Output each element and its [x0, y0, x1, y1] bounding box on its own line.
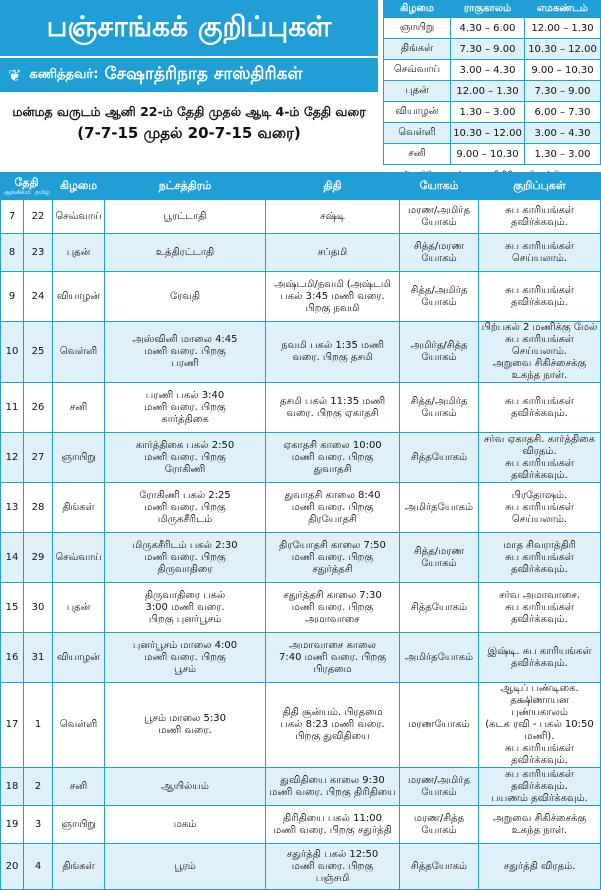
- cell-nakshatra: மகம்: [105, 806, 266, 844]
- cell-date-english: 12: [1, 433, 24, 483]
- emakandam-time: 9.00 – 10.30: [525, 60, 601, 81]
- rahukalam-time: 3.00 – 4.30: [451, 60, 525, 81]
- rahukalam-day: வியாழன்: [384, 102, 451, 123]
- rahukalam-body: [384, 18, 601, 165]
- rahukalam-day: சனி: [384, 144, 451, 165]
- rahukalam-header-rahu: ராகுகாலம்: [451, 1, 525, 18]
- cell-tithi: ஏகாதசி காலை 10:00 மணி வரை. பிறகு துவாதசி: [266, 433, 400, 483]
- cell-date-english: 11: [1, 383, 24, 433]
- table-row: [1, 322, 601, 383]
- cell-weekday: திங்கள்: [53, 483, 105, 533]
- cell-yogam: சித்த/அமிர்த யோகம்: [400, 272, 479, 322]
- rahukalam-row: [384, 81, 601, 102]
- cell-tithi: திரயோதசி காலை 7:50 மணி வரை. பிறகு சதுர்த்தசி: [266, 533, 400, 583]
- cell-notes: சுப காரியங்கள் செய்யலாம்.: [479, 234, 601, 272]
- cell-notes: சதுர்த்தி விரதம்.: [479, 844, 601, 890]
- header-date-label: தேதி: [14, 175, 39, 189]
- cell-notes: சுப காரியங்கள் தவிர்க்கவும்.: [479, 272, 601, 322]
- cell-weekday: திங்கள்: [53, 844, 105, 890]
- header-date-subs: [1, 189, 52, 197]
- emakandam-time: 7.30 – 9.00: [525, 81, 601, 102]
- cell-weekday: சனி: [53, 768, 105, 806]
- table-row: [1, 272, 601, 322]
- cell-tithi: அமாவாசை காலை 7:40 மணி வரை. பிறகு பிரதமை: [266, 633, 400, 683]
- cell-weekday: புதன்: [53, 583, 105, 633]
- cell-weekday: செவ்வாய்: [53, 533, 105, 583]
- table-row: [1, 200, 601, 234]
- cell-date-tamil: 27: [24, 433, 53, 483]
- header-yogam: யோகம்: [400, 173, 479, 200]
- cell-tithi: அஷ்டமி/நவமி (அஷ்டமி பகல் 3:45 மணி வரை. பிறகு நவமி: [266, 272, 400, 322]
- rahukalam-header-row: [384, 1, 601, 18]
- cell-tithi: துவிதியை காலை 9:30 மணி வரை. பிறகு திரிதியை: [266, 768, 400, 806]
- flourish-icon: ❦: [8, 65, 22, 85]
- cell-notes: சுப காரியங்கள் தவிர்க்கவும். பயணம் தவிர்க்கவும்.: [479, 768, 601, 806]
- cell-date-english: 20: [1, 844, 24, 890]
- rahukalam-row: [384, 102, 601, 123]
- cell-date-tamil: 30: [24, 583, 53, 633]
- cell-date-english: 18: [1, 768, 24, 806]
- cell-date-tamil: 28: [24, 483, 53, 533]
- cell-date-english: 8: [1, 234, 24, 272]
- cell-tithi: சப்தமி: [266, 234, 400, 272]
- cell-notes: அறுவை சிகிச்சைக்கு உகந்த நாள்.: [479, 806, 601, 844]
- cell-tithi: சதுர்த்தசி காலை 7:30 மணி வரை. பிறகு அமாவாசை: [266, 583, 400, 633]
- cell-nakshatra: ஆயில்யம்: [105, 768, 266, 806]
- cell-date-tamil: 3: [24, 806, 53, 844]
- cell-notes: சுப காரியங்கள் தவிர்க்கவும்.: [479, 383, 601, 433]
- page-title: பஞ்சாங்கக் குறிப்புகள்: [46, 9, 332, 43]
- date-range: (7-7-15 முதல் 20-7-15 வரை): [77, 124, 301, 142]
- cell-yogam: அமிர்தயோகம்: [400, 483, 479, 533]
- rahukalam-row: [384, 39, 601, 60]
- rahukalam-table: [383, 0, 601, 165]
- cell-weekday: ஞாயிறு: [53, 806, 105, 844]
- rahukalam-day: திங்கள்: [384, 39, 451, 60]
- cell-tithi: திரிதியை பகல் 11:00 மணி வரை. பிறகு சதுர்த்தி: [266, 806, 400, 844]
- cell-date-tamil: 25: [24, 322, 53, 383]
- cell-date-english: 13: [1, 483, 24, 533]
- table-row: [1, 433, 601, 483]
- cell-nakshatra: பூரம்: [105, 844, 266, 890]
- cell-nakshatra: பூரட்டாதி: [105, 200, 266, 234]
- table-row: [1, 768, 601, 806]
- table-row: [1, 533, 601, 583]
- cell-nakshatra: ரோகிணி பகல் 2:25 மணி வரை. பிறகு மிருகசீரிடம்: [105, 483, 266, 533]
- cell-date-tamil: 2: [24, 768, 53, 806]
- table-row: [1, 633, 601, 683]
- cell-yogam: மரணயோகம்: [400, 683, 479, 768]
- cell-yogam: சித்த/மரண யோகம்: [400, 234, 479, 272]
- cell-notes: பிரதோஷம். சுப காரியங்கள் செய்யலாம்.: [479, 483, 601, 533]
- rahukalam-row: [384, 144, 601, 165]
- panchangam-panel: [0, 172, 600, 890]
- rahukalam-day: புதன்: [384, 81, 451, 102]
- cell-nakshatra: உத்திரட்டாதி: [105, 234, 266, 272]
- cell-notes: சர்வ ஏகாதசி. கார்த்திகை விரதம். சுப காரியங்கள் தவிர்க்கவும்.: [479, 433, 601, 483]
- rahukalam-time: 12.00 – 1.30: [451, 81, 525, 102]
- rahukalam-day: ஞாயிறு: [384, 18, 451, 39]
- cell-yogam: அமிர்த/சித்த யோகம்: [400, 322, 479, 383]
- rahukalam-header-day: கிழமை: [384, 1, 451, 18]
- cell-weekday: செவ்வாய்: [53, 200, 105, 234]
- table-row: [1, 234, 601, 272]
- period-line: மன்மத வருடம் ஆனி 22-ம் தேதி முதல் ஆடி 4-ம் தேதி வரை: [12, 104, 366, 119]
- rahukalam-row: [384, 18, 601, 39]
- table-row: [1, 683, 601, 768]
- rahukalam-header-ema: எமகண்டம்: [525, 1, 601, 18]
- cell-date-tamil: 24: [24, 272, 53, 322]
- author-label: கணித்தவர்:: [29, 67, 99, 82]
- cell-yogam: சித்த/அமிர்த யோகம்: [400, 383, 479, 433]
- panchangam-table: [0, 172, 601, 890]
- cell-date-tamil: 22: [24, 200, 53, 234]
- rahukalam-time: 1.30 – 3.00: [451, 102, 525, 123]
- header-date-english: ஆங்கிலம்: [3, 188, 31, 196]
- rahukalam-time: 7.30 – 9.00: [451, 39, 525, 60]
- cell-yogam: சித்தயோகம்: [400, 583, 479, 633]
- cell-weekday: ஞாயிறு: [53, 433, 105, 483]
- cell-tithi: நவமி பகல் 1:35 மணி வரை. பிறகு தசமி: [266, 322, 400, 383]
- table-row: [1, 383, 601, 433]
- emakandam-time: 12.00 – 1.30: [525, 18, 601, 39]
- cell-date-english: 10: [1, 322, 24, 383]
- emakandam-time: 3.00 – 4.30: [525, 123, 601, 144]
- author-band: [0, 58, 378, 92]
- cell-yogam: மரண/அமிர்த யோகம்: [400, 768, 479, 806]
- cell-date-english: 15: [1, 583, 24, 633]
- cell-date-english: 14: [1, 533, 24, 583]
- header-day: கிழமை: [53, 173, 105, 200]
- cell-date-english: 17: [1, 683, 24, 768]
- table-row: [1, 583, 601, 633]
- rahukalam-row: [384, 123, 601, 144]
- cell-yogam: அமிர்தயோகம்: [400, 633, 479, 683]
- cell-yogam: சித்தயோகம்: [400, 844, 479, 890]
- cell-tithi: தசமி பகல் 11:35 மணி வரை. பிறகு ஏகாதசி: [266, 383, 400, 433]
- cell-notes: இஷ்டி. சுப காரியங்கள் தவிர்க்கவும்.: [479, 633, 601, 683]
- cell-tithi: சதுர்த்தி பகல் 12:50 மணி வரை. பிறகு பஞ்சமி: [266, 844, 400, 890]
- cell-nakshatra: ரேவதி: [105, 272, 266, 322]
- cell-nakshatra: புனர்பூசம் மாலை 4:00 மணி வரை. பிறகு பூசம்: [105, 633, 266, 683]
- cell-tithi: துவாதசி காலை 8:40 மணி வரை. பிறகு திரயோதசி: [266, 483, 400, 533]
- header-star: நட்சத்திரம்: [105, 173, 266, 200]
- emakandam-time: 1.30 – 3.00: [525, 144, 601, 165]
- header-date: [1, 173, 53, 200]
- cell-notes: மாத சிவராத்திரி சுப காரியங்கள் தவிர்க்கவும்.: [479, 533, 601, 583]
- title-band: [0, 0, 378, 56]
- cell-weekday: புதன்: [53, 234, 105, 272]
- table-row: [1, 806, 601, 844]
- cell-weekday: வியாழன்: [53, 272, 105, 322]
- cell-date-tamil: 4: [24, 844, 53, 890]
- panchangam-body: [1, 200, 601, 890]
- rahukalam-day: செவ்வாய்: [384, 60, 451, 81]
- cell-nakshatra: அஸ்வினி மாலை 4:45 மணி வரை. பிறகு பரணி: [105, 322, 266, 383]
- header-notes: குறிப்புகள்: [479, 173, 601, 200]
- cell-date-english: 9: [1, 272, 24, 322]
- header: [0, 0, 378, 155]
- cell-weekday: வியாழன்: [53, 633, 105, 683]
- cell-notes: பிற்பகல் 2 மணிக்கு மேல் சுப காரியங்கள் செய்யலாம். அறுவை சிகிச்சைக்கு உகந்த நாள்.: [479, 322, 601, 383]
- cell-date-tamil: 1: [24, 683, 53, 768]
- cell-nakshatra: கார்த்திகை பகல் 2:50 மணி வரை. பிறகு ரோகிணி: [105, 433, 266, 483]
- cell-yogam: மரண/அமிர்த யோகம்: [400, 200, 479, 234]
- table-row: [1, 483, 601, 533]
- cell-notes: சர்வ அமாவாசை. சுப காரியங்கள் தவிர்க்கவும்.: [479, 583, 601, 633]
- cell-tithi: சஷ்டி: [266, 200, 400, 234]
- rahukalam-time: 4.30 – 6.00: [451, 18, 525, 39]
- emakandam-time: 6.00 – 7.30: [525, 102, 601, 123]
- cell-weekday: வெள்ளி: [53, 322, 105, 383]
- cell-weekday: சனி: [53, 383, 105, 433]
- rahukalam-time: 10.30 – 12.00: [451, 123, 525, 144]
- author-name: சேஷாத்ரிநாத சாஸ்திரிகள்: [104, 64, 303, 84]
- header-tithi: திதி: [266, 173, 400, 200]
- cell-date-english: 19: [1, 806, 24, 844]
- cell-date-english: 16: [1, 633, 24, 683]
- rahukalam-day: வெள்ளி: [384, 123, 451, 144]
- cell-yogam: மரண/சித்த யோகம்: [400, 806, 479, 844]
- cell-nakshatra: திருவாதிரை பகல் 3:00 மணி வரை. பிறகு புனர்பூசம்: [105, 583, 266, 633]
- cell-notes: ஆடிப் பண்டிகை. தக்ஷிணாயன புண்யகாலம் (கடக ரவி - பகல் 10:50 மணி). சுப காரியங்கள் தவிர்க்கவும்.: [479, 683, 601, 768]
- cell-nakshatra: மிருகசீரிடம் பகல் 2:30 மணி வரை. பிறகு திருவாதிரை: [105, 533, 266, 583]
- cell-yogam: சித்தயோகம்: [400, 433, 479, 483]
- cell-date-tamil: 23: [24, 234, 53, 272]
- cell-date-tamil: 26: [24, 383, 53, 433]
- header-date-tamil: தமிழ்: [35, 188, 50, 196]
- table-row: [1, 844, 601, 890]
- cell-weekday: வெள்ளி: [53, 683, 105, 768]
- cell-nakshatra: பரணி பகல் 3:40 மணி வரை. பிறகு கார்த்திகை: [105, 383, 266, 433]
- cell-date-tamil: 31: [24, 633, 53, 683]
- main-header-row: [1, 173, 601, 200]
- rahukalam-row: [384, 60, 601, 81]
- rahukalam-time: 9.00 – 10.30: [451, 144, 525, 165]
- cell-notes: சுப காரியங்கள் தவிர்க்கவும்.: [479, 200, 601, 234]
- cell-tithi: திதி சூன்யம். பிரதமை பகல் 8:23 மணி வரை. பிறகு துவிதியை: [266, 683, 400, 768]
- cell-date-tamil: 29: [24, 533, 53, 583]
- cell-yogam: சித்த/மரண யோகம்: [400, 533, 479, 583]
- cell-nakshatra: பூசம் மாலை 5:30 மணி வரை.: [105, 683, 266, 768]
- rahukalam-panel: [383, 0, 600, 181]
- emakandam-time: 10.30 – 12.00: [525, 39, 601, 60]
- cell-date-english: 7: [1, 200, 24, 234]
